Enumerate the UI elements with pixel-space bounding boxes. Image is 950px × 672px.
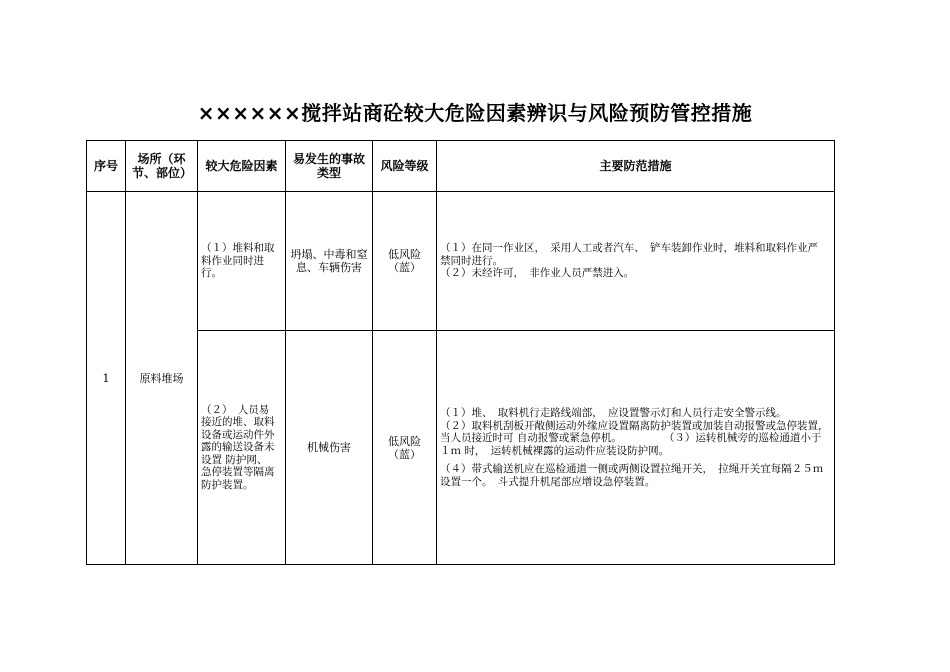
group-place: 原料堆场 xyxy=(139,371,184,385)
header-hazard: 较大危险因素 xyxy=(205,159,278,173)
table-row-1-measures xyxy=(437,192,834,330)
table-row-1-accident: 坍塌、中毒和窒息、车辆伤害 xyxy=(290,248,368,274)
header-measures: 主要防范措施 xyxy=(599,159,672,173)
table-row-2-measures xyxy=(437,331,950,564)
table-row-1-hazard: （１）堆料和取料作业同时进行。 xyxy=(201,242,275,280)
measure-item: （１）堆、 取料机行走路线端部， 应设置警示灯和人员行走安全警示线。 （２）取料机刮板开敞侧运动外缘应设置隔离防护装置或加装自动报警或急停装置， 当人员接近时可 自动报警或紧急停机。 （３）运转机械旁的巡检通道小于 １ｍ 时， 运转机械裸露的运动件应装设防护网。 xyxy=(440,407,950,457)
group-seq: 1 xyxy=(102,371,110,385)
table-row-2-hazard: （２） 人员易接近的堆、取料设备或运动件外露的输送设备未设置 防护网、急停装置等隔离防护装置。 xyxy=(201,403,275,491)
risk-control-table xyxy=(86,140,950,565)
table-row-2-accident: 机械伤害 xyxy=(307,441,351,454)
measure-item: （２）未经许可， 非作业人员严禁进入。 xyxy=(440,267,635,280)
measure-item: （１）在同一作业区， 采用人工或者汽车、 铲车装卸作业时，堆料和取料作业严禁同时进行。 xyxy=(440,242,818,267)
header-accident-type: 易发生的事故类型 xyxy=(292,152,365,180)
header-place: 场所（环节、部位） xyxy=(132,152,193,180)
document-title: ××××××搅拌站商砼较大危险因素辨识与风险预防管控措施 xyxy=(197,101,753,125)
table-row-2-risk: 低风险（蓝） xyxy=(388,434,421,461)
header-seq: 序号 xyxy=(93,159,118,173)
table-row-1-risk: 低风险（蓝） xyxy=(388,248,421,274)
header-risk-level: 风险等级 xyxy=(380,159,429,173)
measure-item: （４）带式输送机应在巡检通道一侧或两侧设置拉绳开关， 拉绳开关宜每隔２５ｍ设置一个。 斗式提升机尾部应增设急停装置。 xyxy=(440,463,824,488)
